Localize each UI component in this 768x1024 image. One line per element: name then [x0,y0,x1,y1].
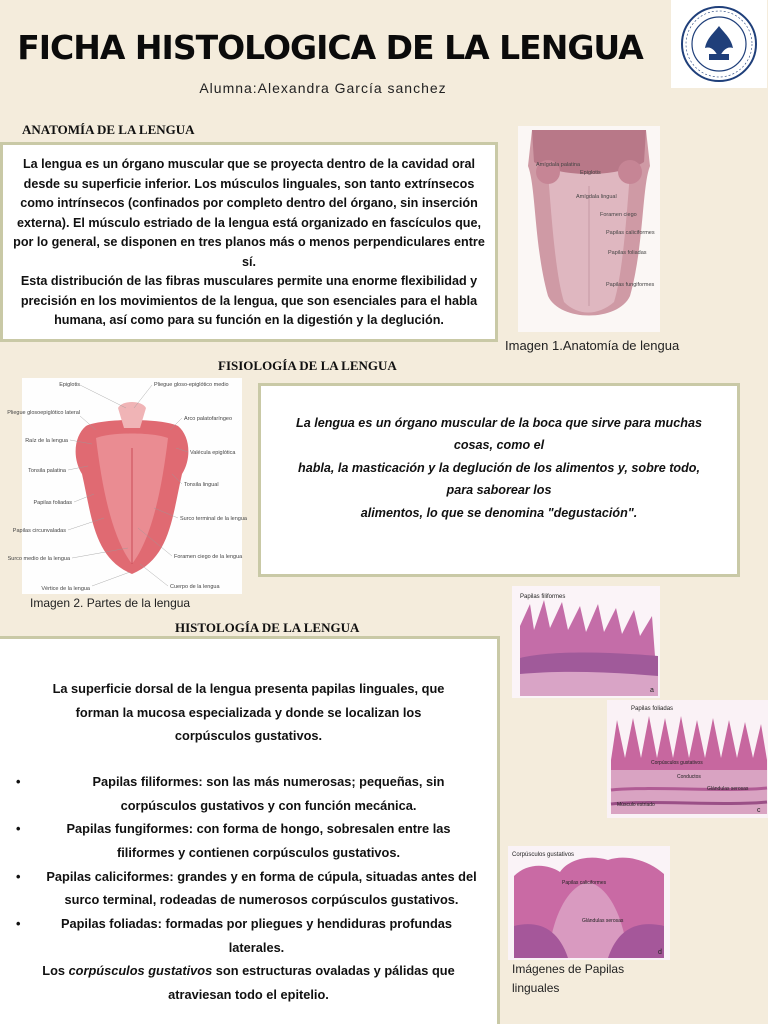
micrograph2-letter: c [757,807,761,814]
histology-box [0,636,500,1024]
micrograph1-letter: a [650,687,654,694]
seal-icon [679,4,759,84]
physiology-line-0: La lengua es un órgano muscular de la boca que sirve para muchas [296,416,702,430]
micrograph3-sublabel-0: Papilas caliciformes [562,880,607,886]
tongue-parts-image [7,378,247,594]
image1-caption: Imagen 1.Anatomía de lengua [505,338,680,353]
papila-fungiformes-item: • Papilas fungiformes: con forma de hongo, sobresalen entre las filiformes y contienen corpúsculos gustativos. [8,817,489,864]
image2-left-label-6: Surco medio de la lengua [7,556,70,562]
anatomy-heading: ANATOMÍA DE LA LENGUA [22,122,195,137]
anatomy-paragraph-1: La lengua es un órgano muscular que se proyecta dentro de la cavidad oral desde su superficie inferior. Los músculos linguales, son tanto extrínsecos como intrínsecos (confinados por completo dentro del órgano, sin inserción externa). El músculo estriado de la lengua está organizado en fascículos que, por lo general, se disponen en tres planos más o menos perpendiculares entre sí. [13,157,485,269]
image2-left-label-4: Papilas foliadas [33,500,72,506]
histology-intro: La superficie dorsal de la lengua presenta papilas linguales, que forman la mucosa especializada y donde se localizan los corpúsculos gustativos. [52,681,445,744]
image1-label-2: Amígdala lingual [576,194,617,200]
physiology-box [258,383,740,577]
micrograph2-sublabel-2: Glándulas serosas [707,786,749,792]
image1-label-3: Foramen ciego [600,212,637,218]
image2-left-label-1: Pliegue glosoepiglótico lateral [7,410,80,416]
papila-foliadas-item: • Papilas foliadas: formadas por pliegues y hendiduras profundas laterales. [8,912,489,959]
image2-right-label-3: Tonsila lingual [184,482,219,488]
image2-right-label-4: Surco terminal de la lengua [180,516,247,522]
image2-right-label-1: Arco palatofaríngeo [184,416,233,422]
image2-right-label-5: Foramen ciego de la lengua [174,554,243,560]
papila-caliciformes-item: • Papilas caliciformes: grandes y en forma de cúpula, situadas antes del surco terminal, rodeadas de numerosos corpúsculos gustativos. [8,865,489,912]
anatomy-paragraph-2: Esta distribución de las fibras musculares permite una enorme flexibilidad y precisión en los movimientos de la lengua, que son esenciales para el habla humana, así como para su función en la digestión y la deglución. [20,274,478,328]
image1-label-0: Amígdala palatina [536,162,581,168]
image1-label-1: Epiglotis [580,170,601,176]
papilas-list [8,770,489,959]
micrograph-filiformes [512,586,660,698]
anatomy-box [0,142,498,342]
micrograph2-label: Papilas foliadas [631,706,674,712]
micrograph2-sublabel-1: Conductos [677,774,701,780]
corpusculos-term: corpúsculos gustativos [68,963,213,979]
micrograph3-letter: d [658,949,662,956]
micrograph3-sublabel-1: Glándulas serosas [582,918,624,924]
micrograph2-sublabel-0: Corpúsculos gustativos [651,760,703,766]
image1-label-5: Papilas foliadas [608,250,647,256]
papila-filiformes-item: • Papilas filiformes: son las más numerosas; pequeñas, sin corpúsculos gustativos y con función mecánica. [8,770,489,817]
micrograph2-sublabel-3: Músculo estriado [617,802,655,808]
image2-left-label-3: Tonsila palatina [28,468,66,474]
physiology-heading: FISIOLOGÍA DE LA LENGUA [218,358,397,373]
image1-label-4: Papilas caliciformes [606,230,655,236]
page-title: FICHA HISTOLOGICA DE LA LENGUA [17,28,643,67]
image2-left-label-7: Vértice de la lengua [41,586,90,592]
histology-heading: HISTOLOGÍA DE LA LENGUA [175,620,360,635]
image2-left-label-5: Papilas circunvaladas [12,528,66,534]
histology-closing: Los corpúsculos gustativos son estructuras ovaladas y pálidas que atraviesan todo el epitelio. [42,963,455,1003]
physiology-line-4: alimentos, lo que se denomina "degustación". [360,505,638,520]
image2-right-label-2: Valécula epiglótica [190,450,236,456]
physiology-line-1: cosas, como el [453,438,545,453]
image2-right-label-0: Pliegue gloso-epiglótico medio [154,382,229,388]
physiology-line-3: para saborear los [446,483,552,498]
physiology-line-2: habla, la masticación y la deglución de los alimentos y, sobre todo, [298,460,700,475]
image2-caption: Imagen 2. Partes de la lengua [30,596,191,610]
student-name: Alumna:Alexandra García sanchez [199,80,447,96]
image1-label-6: Papilas fungiformes [606,282,655,288]
micrograph1-label: Papilas filiformes [520,594,566,600]
image2-right-label-6: Cuerpo de la lengua [170,584,220,590]
micrograph3-label: Corpúsculos gustativos [512,852,575,858]
micrograph-caliciformes [508,846,670,960]
tongue-anatomy-image [518,126,660,332]
image2-left-label-2: Raíz de la lengua [25,438,68,444]
micrograph-foliadas [607,700,768,818]
micrographs-caption: Imágenes de Papilas linguales [512,962,625,995]
image2-left-label-0: Epiglotis [59,382,80,388]
university-seal [671,0,767,88]
